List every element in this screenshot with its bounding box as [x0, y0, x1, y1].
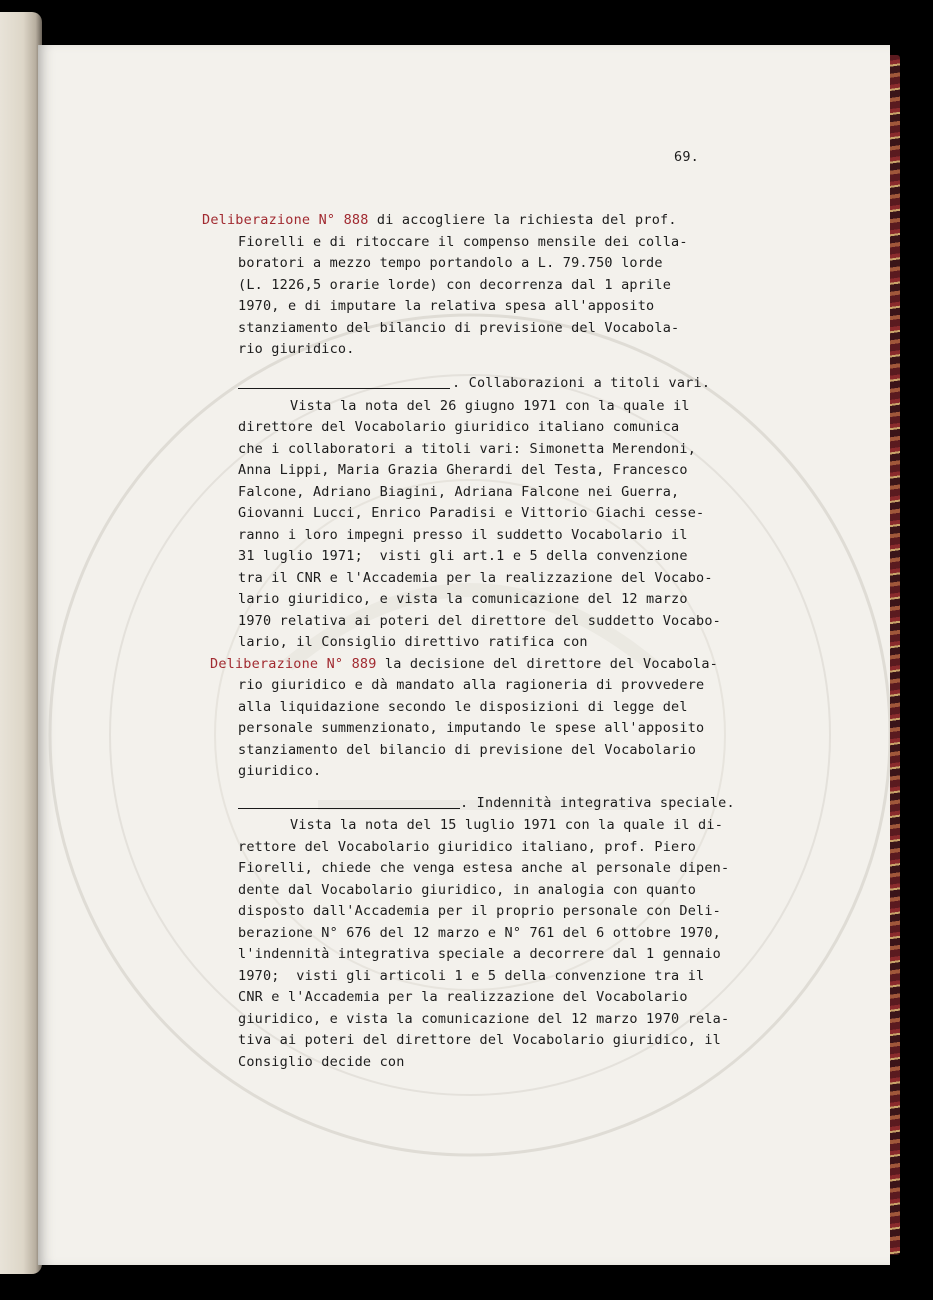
text-line: 31 luglio 1971; visti gli art.1 e 5 della convenzione: [238, 548, 688, 564]
blank-rule: [238, 388, 450, 389]
text-line: Vista la nota del 26 giugno 1971 con la quale il: [290, 398, 690, 414]
text-line: alla liquidazione secondo le disposizioni di legge del: [238, 699, 688, 715]
text-line: dente dal Vocabolario giuridico, in analogia con quanto: [238, 882, 697, 898]
text-line: 1970 relativa ai poteri del direttore del suddetto Vocabo-: [238, 613, 722, 629]
text-line: Falcone, Adriano Biagini, Adriana Falcone nei Guerra,: [238, 484, 680, 500]
text-line: giuridico.: [238, 763, 322, 779]
text-line: stanziamento del bilancio di previsione del Vocabola-: [238, 320, 680, 336]
text-line: Anna Lippi, Maria Grazia Gherardi del Testa, Francesco: [238, 462, 688, 478]
text-line: CNR e l'Accademia per la realizzazione del Vocabolario: [238, 989, 688, 1005]
text-line: giuridico, e vista la comunicazione del 12 marzo 1970 rela-: [238, 1011, 730, 1027]
text-line: personale summenzionato, imputando le spese all'apposito: [238, 720, 705, 736]
text-line: stanziamento del bilancio di previsione del Vocabolario: [238, 742, 697, 758]
heading-collaborazioni: . Collaborazioni a titoli vari.: [452, 375, 711, 391]
text-line: rio giuridico.: [238, 341, 355, 357]
text-line: lario, il Consiglio direttivo ratifica con: [238, 634, 588, 650]
heading-indennita: . Indennità integrativa speciale.: [460, 795, 735, 811]
text-line: disposto dall'Accademia per il proprio personale con Deli-: [238, 903, 722, 919]
deliberation-888-line-1: Deliberazione N° 888 di accogliere la richiesta del prof.: [202, 212, 677, 228]
text-line: boratori a mezzo tempo portandolo a L. 79.750 lorde: [238, 255, 663, 271]
facing-page-edge: [0, 12, 42, 1274]
text-line: ranno i loro impegni presso il suddetto Vocabolario il: [238, 527, 688, 543]
deliberation-889-label: Deliberazione N° 889: [210, 656, 377, 672]
text-line: l'indennità integrativa speciale a decorrere dal 1 gennaio: [238, 946, 722, 962]
deliberation-888-label: Deliberazione N° 888: [202, 212, 369, 228]
text-line: Consiglio decide con: [238, 1054, 405, 1070]
text-line: rettore del Vocabolario giuridico italiano, prof. Piero: [238, 839, 697, 855]
text-line: 1970, e di imputare la relativa spesa all'apposito: [238, 298, 655, 314]
text-line: berazione N° 676 del 12 marzo e N° 761 del 6 ottobre 1970,: [238, 925, 722, 941]
text-line: che i collaboratori a titoli vari: Simonetta Merendoni,: [238, 441, 697, 457]
text-line: 1970; visti gli articoli 1 e 5 della convenzione tra il: [238, 968, 705, 984]
text-line: rio giuridico e dà mandato alla ragioneria di provvedere: [238, 677, 705, 693]
text-line: Giovanni Lucci, Enrico Paradisi e Vittorio Giachi cesse-: [238, 505, 705, 521]
page-number: 69.: [674, 149, 699, 165]
text-line: Fiorelli, chiede che venga estesa anche al personale dipen-: [238, 860, 730, 876]
text-line: Fiorelli e di ritoccare il compenso mensile dei colla-: [238, 234, 688, 250]
deliberation-889-line-1: Deliberazione N° 889 la decisione del direttore del Vocabola-: [210, 656, 718, 672]
text-line: direttore del Vocabolario giuridico italiano comunica: [238, 419, 680, 435]
text-line: Vista la nota del 15 luglio 1971 con la quale il di-: [290, 817, 724, 833]
text-line: tra il CNR e l'Accademia per la realizzazione del Vocabo-: [238, 570, 713, 586]
text-line: (L. 1226,5 orarie lorde) con decorrenza dal 1 aprile: [238, 277, 672, 293]
text-line: lario giuridico, e vista la comunicazione del 12 marzo: [238, 591, 688, 607]
text-line: tiva ai poteri del direttore del Vocabolario giuridico, il: [238, 1032, 722, 1048]
blank-rule: [238, 808, 460, 809]
